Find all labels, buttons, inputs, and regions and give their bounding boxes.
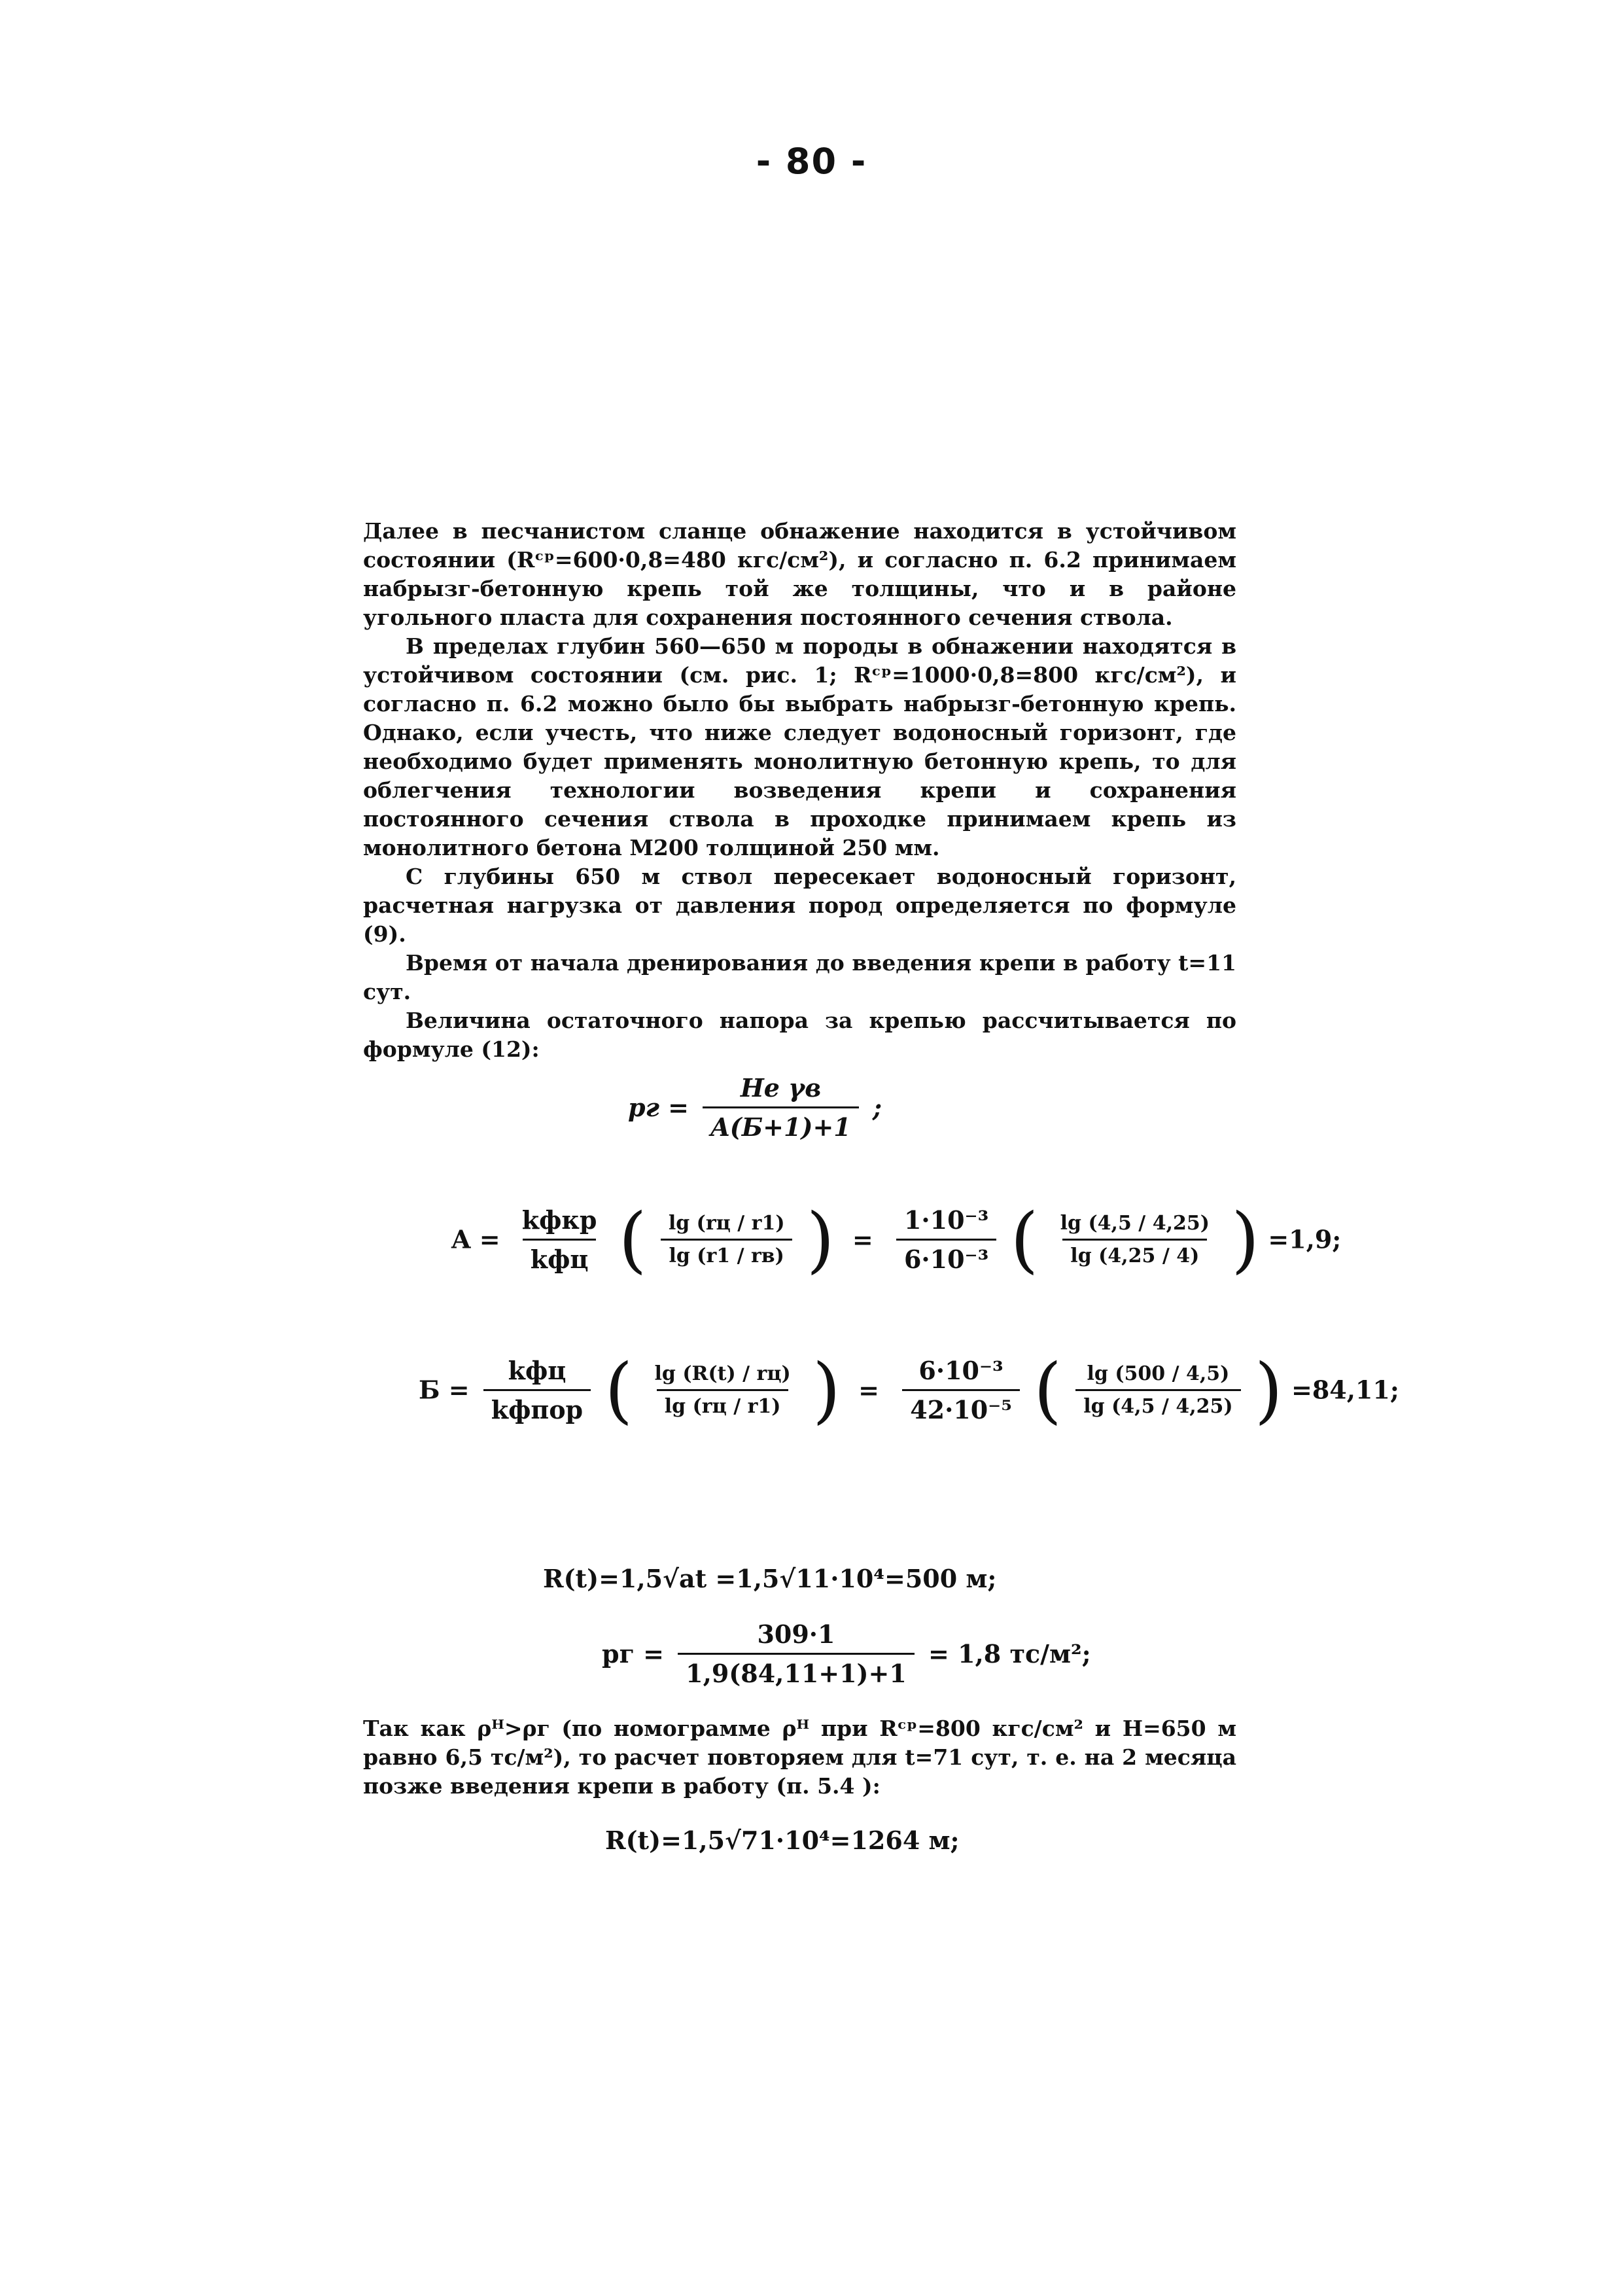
- formula-pr-2: [602, 1619, 1091, 1688]
- formula-a-lhs: A =: [451, 1224, 500, 1254]
- formula-b-num-top: lg (500 / 4,5): [1087, 1362, 1230, 1385]
- formula-b-numeric: [1075, 1362, 1240, 1418]
- formula-a-log-top: lg (rц / r1): [668, 1211, 785, 1235]
- formula-b-mid-num: 6·10⁻³: [918, 1355, 1003, 1385]
- formula-b-num-bottom: lg (4,5 / 4,25): [1075, 1389, 1240, 1418]
- formula-pr2-numerator: 309·1: [757, 1619, 835, 1649]
- formula-pr: [628, 1073, 882, 1142]
- text-top: [363, 517, 1236, 1064]
- formula-b-coef-den: kфпор: [483, 1389, 591, 1424]
- formula-a-coef-num: kфкр: [521, 1205, 597, 1235]
- paragraph-6: Так как ρᴴ>ρг (по номограмме ρᴴ при Rᶜᵖ=800 кгс/см² и H=650 м равно 6,5 тс/м²), то расчет повторяем для t=71 сут, т. е. на 2 месяца позже введения крепи в работу (п. 5.4 ):: [363, 1716, 1236, 1799]
- formula-a-mid-den: 6·10⁻³: [896, 1239, 996, 1274]
- formula-pr-lhs: pг =: [628, 1093, 689, 1122]
- formula-rt-2: R(t)=1,5√71·10⁴=1264 м;: [605, 1826, 960, 1855]
- formula-pr-numerator: Hе γв: [740, 1073, 822, 1103]
- formula-rt-1: R(t)=1,5√at =1,5√11·10⁴=500 м;: [543, 1564, 997, 1593]
- formula-pr2-fraction: [678, 1619, 915, 1688]
- formula-a-coef-den: kфц: [523, 1239, 597, 1274]
- formula-a-numeric: [1053, 1212, 1217, 1267]
- page-number: - 80 -: [756, 141, 867, 182]
- formula-pr2-result: = 1,8 тс/м²;: [928, 1639, 1091, 1669]
- formula-b-mid-den: 42·10⁻⁵: [902, 1389, 1020, 1424]
- formula-b-coef-num: kфц: [508, 1355, 567, 1385]
- formula-b-log-top: lg (R(t) / rц): [654, 1362, 791, 1385]
- formula-a-mid: [896, 1205, 996, 1274]
- formula-pr-fraction: [703, 1073, 858, 1142]
- formula-a-log-ratio: [661, 1212, 793, 1267]
- paragraph-4: Время от начала дренирования до введения крепи в работу t=11 сут.: [363, 950, 1236, 1004]
- formula-pr-denominator: A(Б+1)+1: [703, 1106, 858, 1142]
- formula-pr2-lhs: pг =: [602, 1639, 664, 1669]
- text-bottom: [363, 1714, 1236, 1801]
- formula-a: A = $\frac{\text{kфкр}}{\text{kфц}}$ ( $\frac{\lg (rц / r1)}{\lg (r1 / rв)}$ ) = $\frac{\text{1·10⁻³}}{\text{6·10⁻³}}$ ( $\frac{\lg (4,5 / 4,25)}{\lg (4,25 / 4)}$ ) =1,9;: [451, 1197, 1342, 1281]
- paragraph-1: Далее в песчанистом сланце обнажение находится в устойчивом состоянии (Rᶜᵖ=600·0,8=480 кгс/см²), и согласно п. 6.2 принимаем набрызг-бетонную крепь той же толщины, что и в районе угольного пласта для сохранения постоянного сечения ствола.: [363, 518, 1236, 630]
- formula-b-log-ratio: [647, 1362, 799, 1418]
- formula-b-mid: [902, 1356, 1020, 1424]
- formula-pr-tail: ;: [872, 1093, 882, 1122]
- formula-a-log-bottom: lg (r1 / rв): [661, 1239, 792, 1267]
- formula-a-num-bottom: lg (4,25 / 4): [1062, 1239, 1207, 1267]
- paragraph-2: В пределах глубин 560—650 м породы в обнажении находятся в устойчивом состоянии (см. рис. 1; Rᶜᵖ=1000·0,8=800 кгс/см²), и согласно п. 6.2 можно было бы выбрать набрызг-бетонную крепь. Однако, если учесть, что ниже следует водоносный горизонт, где необходимо будет применять монолитную бетонную крепь, то для облегчения технологии возведения крепи и сохранения постоянного сечения ствола в проходке принимаем крепь из монолитного бетона М200 толщиной 250 мм.: [363, 633, 1236, 860]
- formula-b: Б = $\frac{\text{kфц}}{\text{kфпор}}$ ( $\frac{\lg (R(t) / rц)}{\lg (rц / r1)}$ ) = $\frac{\text{6·10⁻³}}{\text{42·10⁻⁵}}$ ( $\frac{\lg (500 / 4,5)}{\lg (4,5 / 4,25)}$ ) =84,11;: [419, 1348, 1399, 1432]
- formula-b-result: =84,11;: [1291, 1375, 1399, 1405]
- formula-b-coef: [483, 1356, 591, 1424]
- formula-a-result: =1,9;: [1268, 1224, 1342, 1254]
- paragraph-5: Величина остаточного напора за крепью рассчитывается по формуле (12):: [363, 1008, 1236, 1062]
- formula-a-coef: [514, 1205, 605, 1274]
- formula-b-lhs: Б =: [419, 1375, 470, 1405]
- formula-b-log-bottom: lg (rц / r1): [657, 1389, 789, 1418]
- formula-a-num-top: lg (4,5 / 4,25): [1060, 1211, 1210, 1235]
- formula-pr2-denominator: 1,9(84,11+1)+1: [678, 1653, 915, 1688]
- paragraph-3: С глубины 650 м ствол пересекает водоносный горизонт, расчетная нагрузка от давления пород определяется по формуле (9).: [363, 864, 1236, 947]
- formula-a-mid-num: 1·10⁻³: [903, 1205, 989, 1235]
